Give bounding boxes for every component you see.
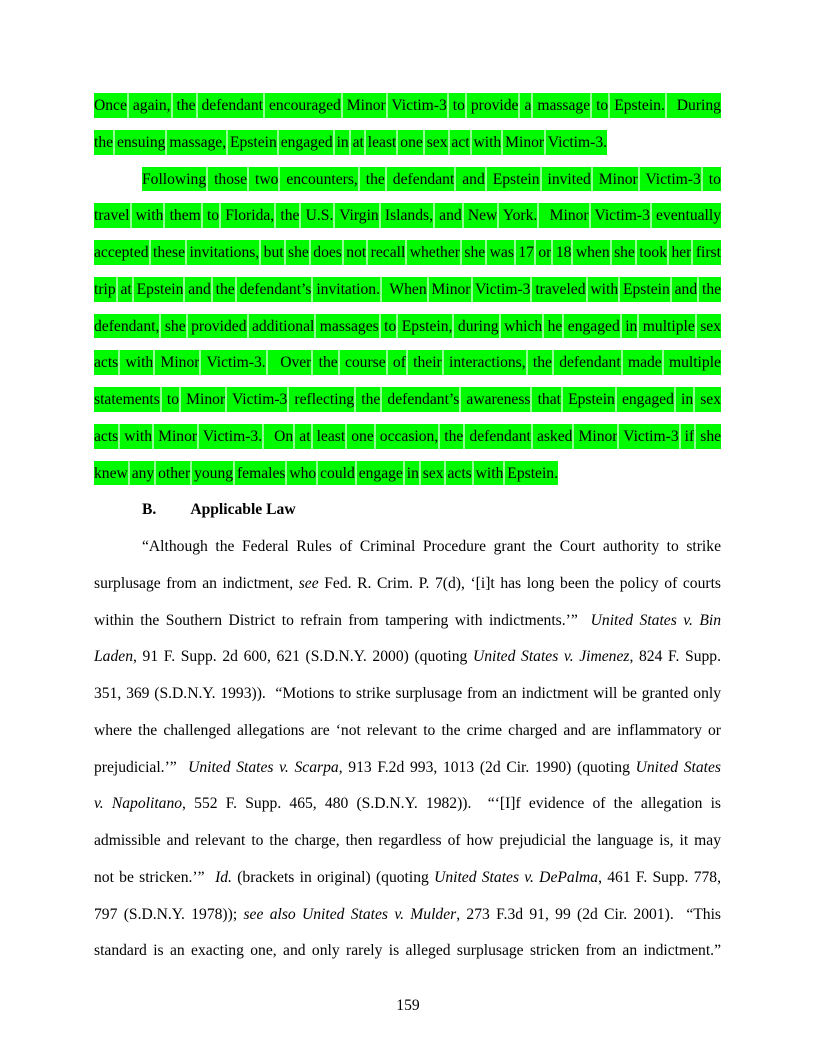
text-segment: [94, 424, 721, 449]
highlight-gap: [561, 387, 568, 412]
highlighted-word: one: [351, 424, 374, 449]
highlighted-word: in: [625, 314, 637, 339]
document-line: [94, 786, 721, 823]
highlighted-word: defendant: [469, 424, 530, 449]
highlight-gap: [485, 240, 489, 265]
highlighted-word: defendant,: [94, 314, 159, 339]
page-number: 159: [396, 997, 420, 1014]
highlight-gap: [572, 424, 578, 449]
highlighted-word: in: [407, 461, 419, 486]
highlighted-word: and: [439, 203, 462, 228]
highlighted-word: Over: [280, 350, 311, 375]
highlighted-word: Victim-3.: [203, 424, 262, 449]
highlighted-word: young: [194, 461, 233, 486]
highlight-gap: [163, 203, 169, 228]
highlight-gap: [127, 93, 133, 118]
highlighted-word: multiple: [643, 314, 695, 339]
highlighted-word: additional: [252, 314, 314, 339]
highlight-gap: [465, 93, 471, 118]
highlight-gap: [311, 350, 318, 375]
highlighted-word: 17: [518, 240, 534, 265]
highlight-gap: [665, 93, 677, 118]
highlighted-word: trip: [94, 277, 116, 302]
highlight-gap: [118, 350, 125, 375]
highlighted-word: two: [255, 167, 278, 192]
highlighted-word: if: [685, 424, 695, 449]
highlighted-word: Epstein.: [614, 93, 665, 118]
highlighted-word: engaged: [568, 314, 620, 339]
highlighted-word: Minor: [347, 93, 386, 118]
highlighted-word: Minor: [158, 424, 197, 449]
highlight-gap: [427, 277, 432, 302]
highlighted-word: she: [464, 240, 485, 265]
highlighted-word: 18: [556, 240, 572, 265]
document-line: [94, 382, 721, 419]
highlight-gap: [225, 387, 232, 412]
highlighted-word: she: [700, 424, 721, 449]
document-line: [94, 676, 721, 713]
highlighted-word: could: [320, 461, 355, 486]
highlight-gap: [679, 424, 685, 449]
highlighted-word: defendant: [559, 350, 620, 375]
document-line: [94, 456, 721, 493]
document-line: [94, 309, 721, 346]
highlighted-word: with: [474, 130, 502, 155]
document-line: [94, 529, 721, 566]
highlight-gap: [662, 350, 669, 375]
highlighted-word: act: [451, 130, 469, 155]
highlighted-word: Victim-3.: [206, 350, 265, 375]
highlighted-word: accepted: [94, 240, 149, 265]
text-segment: [94, 461, 558, 486]
text-segment: [94, 203, 721, 228]
highlighted-word: at: [121, 277, 132, 302]
highlighted-word: took: [639, 240, 667, 265]
document-line: [94, 897, 721, 934]
document-line: [94, 419, 721, 456]
text-segment: , 273 F.3d 91, 99 (2d Cir. 2001). “This: [456, 905, 721, 923]
highlighted-word: knew: [94, 461, 128, 486]
highlight-gap: [674, 387, 681, 412]
highlight-gap: [380, 277, 389, 302]
highlighted-word: to: [207, 203, 219, 228]
highlighted-word: Epstein: [230, 130, 277, 155]
highlighted-word: at: [299, 424, 310, 449]
highlighted-word: Minor: [599, 167, 638, 192]
highlighted-word: the: [533, 350, 552, 375]
highlight-gap: [701, 167, 709, 192]
highlight-gap: [621, 350, 628, 375]
document-line: [94, 933, 721, 970]
highlighted-word: massages: [320, 314, 379, 339]
highlighted-word: occasion,: [380, 424, 438, 449]
text-segment: where the challenged allegations are ‘not relevant to the crime charged and are inflammatory or: [94, 721, 721, 739]
highlighted-word: Minor: [186, 387, 225, 412]
highlighted-word: engaged: [281, 130, 333, 155]
highlight-gap: [247, 167, 255, 192]
highlighted-word: in: [681, 387, 693, 412]
highlighted-word: not: [346, 240, 366, 265]
text-segment: [94, 130, 607, 155]
highlighted-word: and: [188, 277, 211, 302]
highlight-gap: [396, 314, 401, 339]
highlight-gap: [526, 350, 533, 375]
highlighted-word: who: [289, 461, 316, 486]
case-citation: United States v. Scarpa: [188, 758, 339, 776]
text-segment: , 824 F. Supp.: [629, 648, 721, 666]
document-line: [94, 162, 721, 199]
document-line: [94, 603, 721, 640]
highlighted-word: sex: [427, 130, 448, 155]
highlighted-word: to: [709, 167, 721, 192]
highlighted-word: Minor: [505, 130, 544, 155]
highlighted-word: she: [288, 240, 309, 265]
highlighted-word: Islands,: [385, 203, 433, 228]
highlighted-word: whether: [410, 240, 460, 265]
highlighted-word: the: [702, 277, 721, 302]
case-citation: United States: [635, 758, 721, 776]
text-segment: admissible and relevant to the charge, then regardless of how prejudicial the language is, it may: [94, 832, 721, 849]
document-line: [94, 750, 721, 787]
highlighted-word: provide: [471, 93, 519, 118]
case-citation: see also United States v. Mulder: [243, 905, 457, 923]
highlighted-word: Epstein,: [402, 314, 453, 339]
document-line: [94, 639, 721, 676]
text-segment: , 552 F. Supp. 465, 480 (S.D.N.Y. 1982)). “‘[I]f evidence of the allegation is: [182, 795, 721, 813]
highlighted-word: When: [389, 277, 426, 302]
highlighted-word: with: [124, 424, 152, 449]
text-segment: [142, 167, 721, 192]
highlighted-word: Minor: [579, 424, 618, 449]
highlighted-word: defendant: [202, 93, 263, 118]
text-segment: [94, 314, 721, 339]
highlight-gap: [537, 203, 549, 228]
highlighted-word: sex: [423, 461, 444, 486]
text-segment: “Although the Federal Rules of Criminal Procedure grant the Court authority to strike: [142, 538, 721, 555]
highlighted-word: sex: [700, 387, 721, 412]
case-citation: United States v. Bin: [590, 611, 721, 629]
highlighted-word: traveled: [535, 277, 585, 302]
highlighted-word: Epstein: [493, 167, 540, 192]
highlighted-word: course: [345, 350, 386, 375]
highlighted-word: which: [504, 314, 542, 339]
highlighted-word: does: [313, 240, 342, 265]
highlighted-word: those: [214, 167, 247, 192]
document-line: [94, 860, 721, 897]
highlight-gap: [333, 130, 337, 155]
text-segment: , 91 F. Supp. 2d 600, 621 (S.D.N.Y. 2000) (quoting: [132, 648, 473, 666]
text-segment: not be stricken.’”: [94, 868, 216, 886]
text-segment: prejudicial.’”: [94, 758, 189, 776]
highlighted-word: that: [538, 387, 561, 412]
highlighted-word: the: [94, 130, 113, 155]
highlight-gap: [314, 314, 319, 339]
highlight-gap: [386, 350, 393, 375]
highlighted-word: Minor: [160, 350, 199, 375]
case-citation: United States v. Jimenez: [472, 648, 630, 666]
highlighted-word: reflecting: [294, 387, 354, 412]
highlighted-word: ensuing: [117, 130, 166, 155]
highlight-gap: [615, 387, 622, 412]
highlight-gap: [379, 203, 385, 228]
highlighted-word: the: [280, 203, 299, 228]
highlighted-word: travel: [94, 203, 130, 228]
highlight-gap: [159, 314, 164, 339]
highlighted-word: asked: [537, 424, 573, 449]
highlighted-word: Epstein: [137, 277, 184, 302]
highlighted-word: again,: [133, 93, 171, 118]
highlighted-word: to: [384, 314, 396, 339]
highlighted-word: massage: [537, 93, 590, 118]
text-segment: , 461 F. Supp. 778,: [598, 868, 721, 886]
highlight-gap: [485, 167, 493, 192]
highlighted-word: encounters,: [286, 167, 357, 192]
highlight-gap: [637, 314, 642, 339]
highlighted-word: but: [264, 240, 284, 265]
highlight-gap: [196, 93, 202, 118]
highlighted-word: defendant: [393, 167, 454, 192]
highlighted-word: one: [400, 130, 423, 155]
highlighted-word: and: [462, 167, 485, 192]
highlight-gap: [442, 350, 449, 375]
highlighted-word: to: [453, 93, 465, 118]
highlighted-word: other: [158, 461, 190, 486]
highlighted-word: acts: [94, 424, 118, 449]
highlighted-word: of: [393, 350, 406, 375]
document-line: [94, 125, 721, 162]
document-line: [94, 823, 721, 860]
document-body: [94, 88, 721, 970]
highlighted-word: any: [132, 461, 155, 486]
highlighted-word: U.S.: [306, 203, 334, 228]
highlighted-word: invitation.: [316, 277, 380, 302]
text-segment: [94, 277, 721, 302]
highlighted-word: the: [444, 424, 463, 449]
highlighted-word: invited: [547, 167, 590, 192]
highlighted-word: she: [165, 314, 186, 339]
text-segment: , 913 F.2d 993, 1013 (2d Cir. 1990) (quoting: [338, 758, 636, 776]
highlight-gap: [385, 167, 393, 192]
highlighted-word: invitations,: [189, 240, 259, 265]
highlight-gap: [562, 314, 567, 339]
highlighted-word: least: [317, 424, 346, 449]
heading-text: Applicable Law: [190, 501, 296, 519]
highlight-gap: [266, 350, 281, 375]
heading-text: B.: [142, 501, 157, 519]
highlight-gap: [447, 93, 453, 118]
highlighted-word: made: [628, 350, 662, 375]
highlight-gap: [206, 167, 214, 192]
highlighted-word: and: [675, 277, 698, 302]
highlighted-word: to: [596, 93, 608, 118]
document-line: [94, 272, 721, 309]
highlighted-word: first: [696, 240, 721, 265]
highlight-gap: [259, 240, 263, 265]
highlight-gap: [160, 387, 167, 412]
highlighted-word: Florida,: [225, 203, 274, 228]
case-citation: Laden: [94, 648, 133, 666]
highlighted-word: females: [237, 461, 286, 486]
highlighted-word: defendant’s: [240, 277, 312, 302]
highlight-gap: [341, 93, 347, 118]
highlighted-word: Minor: [432, 277, 471, 302]
highlighted-word: defendant’s: [387, 387, 459, 412]
text-segment: (brackets in original) (quoting: [231, 868, 435, 886]
case-citation: v. Napolitano: [94, 795, 183, 813]
highlighted-word: York.: [503, 203, 537, 228]
text-segment: 351, 369 (S.D.N.Y. 1993)). “Motions to strike surplusage from an indictment will be granted only: [94, 685, 721, 702]
highlight-gap: [116, 277, 121, 302]
highlighted-word: awareness: [466, 387, 530, 412]
highlighted-word: statements: [94, 387, 160, 412]
highlighted-word: was: [490, 240, 514, 265]
highlighted-word: eventually: [656, 203, 721, 228]
highlighted-word: the: [176, 93, 195, 118]
highlighted-word: or: [538, 240, 551, 265]
text-segment: standard is an exacting one, and only rarely is alleged surplusage stricken from an indictment.”: [94, 942, 721, 960]
highlight-gap: [338, 350, 345, 375]
highlighted-word: Epstein.: [507, 461, 558, 486]
highlighted-word: Minor: [550, 203, 589, 228]
highlighted-word: with: [136, 203, 164, 228]
highlighted-word: during: [458, 314, 499, 339]
highlight-gap: [530, 387, 537, 412]
highlighted-word: she: [614, 240, 635, 265]
highlight-gap: [197, 424, 203, 449]
highlighted-word: sex: [700, 314, 721, 339]
highlighted-word: Victim-3: [391, 93, 446, 118]
highlight-gap: [670, 277, 675, 302]
highlighted-word: Victim-3: [595, 203, 650, 228]
highlighted-word: Victim-3: [645, 167, 700, 192]
highlight-gap: [470, 130, 474, 155]
highlighted-word: with: [476, 461, 504, 486]
highlighted-word: least: [368, 130, 397, 155]
highlight-gap: [211, 277, 216, 302]
highlighted-word: On: [274, 424, 293, 449]
case-citation: see: [298, 574, 319, 592]
highlight-gap: [542, 314, 547, 339]
highlighted-word: with: [590, 277, 618, 302]
text-segment: [94, 350, 721, 375]
highlighted-word: them: [170, 203, 201, 228]
highlighted-word: Victim-3: [232, 387, 287, 412]
highlighted-word: Epstein: [623, 277, 670, 302]
document-line: [94, 198, 721, 235]
document-line: [94, 345, 721, 382]
highlighted-word: New: [468, 203, 497, 228]
text-segment: [94, 93, 721, 118]
document-line: [94, 235, 721, 272]
highlighted-word: with: [126, 350, 154, 375]
highlighted-word: acts: [448, 461, 472, 486]
highlighted-word: Epstein: [568, 387, 615, 412]
highlight-gap: [374, 424, 380, 449]
highlighted-word: these: [153, 240, 185, 265]
highlighted-word: Victim-3: [475, 277, 530, 302]
highlighted-word: engage: [359, 461, 403, 486]
highlight-gap: [591, 167, 599, 192]
highlight-gap: [444, 461, 448, 486]
case-citation: United States v. DePalma: [434, 868, 599, 886]
highlighted-word: interactions,: [449, 350, 526, 375]
highlight-gap: [132, 277, 137, 302]
document-line: [94, 713, 721, 750]
highlighted-word: During: [677, 93, 721, 118]
highlighted-word: encouraged: [269, 93, 341, 118]
highlighted-word: he: [548, 314, 563, 339]
highlight-gap: [311, 424, 317, 449]
highlighted-word: Once: [94, 93, 127, 118]
highlighted-word: the: [366, 167, 385, 192]
text-segment: 797 (S.D.N.Y. 1978));: [94, 905, 244, 923]
highlighted-word: acts: [94, 350, 118, 375]
highlight-gap: [201, 203, 207, 228]
text-segment: [94, 240, 721, 265]
highlighted-word: when: [576, 240, 610, 265]
highlight-gap: [462, 203, 468, 228]
highlighted-word: their: [413, 350, 442, 375]
highlighted-word: her: [671, 240, 691, 265]
document-line: [94, 88, 721, 125]
highlighted-word: the: [319, 350, 338, 375]
highlighted-word: engaged: [622, 387, 674, 412]
text-segment: [94, 387, 721, 412]
highlighted-word: to: [167, 387, 179, 412]
text-segment: within the Southern District to refrain from tampering with indictments.’”: [94, 611, 591, 629]
highlighted-word: Following: [142, 167, 206, 192]
highlighted-word: multiple: [669, 350, 721, 375]
highlighted-word: provided: [191, 314, 246, 339]
highlighted-word: in: [337, 130, 349, 155]
highlighted-word: the: [216, 277, 235, 302]
text-segment: surplusage from an indictment,: [94, 574, 299, 592]
highlighted-word: recall: [371, 240, 406, 265]
highlighted-word: a: [524, 93, 531, 118]
highlight-gap: [358, 167, 366, 192]
text-segment: Fed. R. Crim. P. 7(d), ‘[i]t has long been the policy of courts: [318, 574, 721, 592]
highlight-gap: [130, 203, 136, 228]
highlight-gap: [235, 277, 240, 302]
highlighted-word: Virgin: [339, 203, 379, 228]
highlighted-word: the: [361, 387, 380, 412]
document-line: [94, 566, 721, 603]
highlight-gap: [366, 240, 370, 265]
highlighted-word: at: [353, 130, 364, 155]
highlight-gap: [299, 203, 305, 228]
case-citation: Id.: [215, 868, 232, 886]
highlight-gap: [589, 203, 595, 228]
highlight-gap: [262, 424, 274, 449]
highlighted-word: Victim-3.: [548, 130, 607, 155]
section-heading: [94, 492, 721, 529]
highlighted-word: Victim-3: [623, 424, 678, 449]
highlighted-word: massage,: [169, 130, 226, 155]
